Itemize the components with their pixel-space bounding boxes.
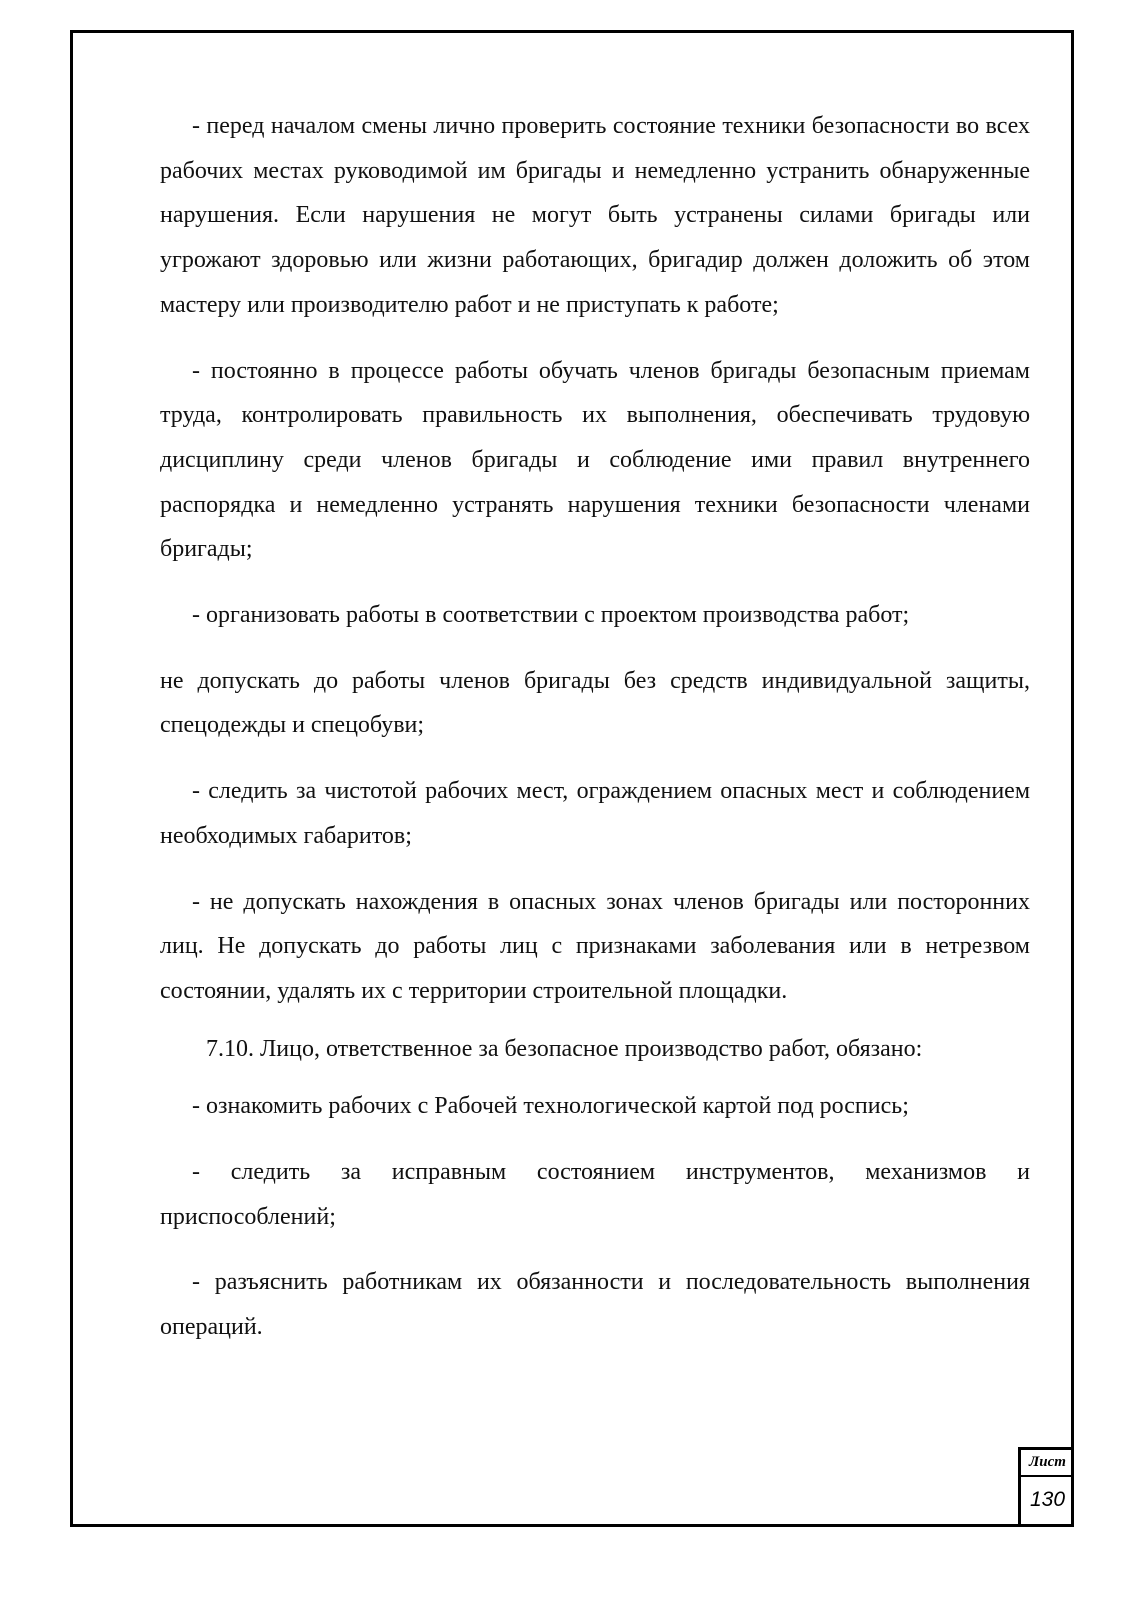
sheet-label: Лист [1021, 1450, 1074, 1477]
paragraph-section-7-10: 7.10. Лицо, ответственное за безопасное производство работ, обязано: [206, 1035, 923, 1062]
sheet-number: 130 [1029, 1488, 1066, 1511]
paragraph-organize-work: - организовать работы в соответствии с проектом производства работ; [192, 602, 910, 629]
paragraph-workplace-cleanliness: - следить за чистотой рабочих мест, ограждением опасных мест и соблюдением необходимых габаритов; [160, 778, 1030, 849]
paragraph-explain-duties: - разъяснить работникам их обязанности и последовательность выполнения операций. [160, 1269, 1030, 1341]
paragraph-training-discipline: - постоянно в процессе работы обучать членов бригады безопасным приемам труда, контролировать правильность их выполнения, обеспечивать трудовую дисциплину среди членов бригады и соблюдение ими правил внутреннего распорядка и немедленно устранять нарушения техники безопасности членами бригады; [160, 357, 1030, 563]
paragraph-danger-zones: - не допускать нахождения в опасных зонах членов бригады или посторонних лиц. Не допускать до работы лиц с признаками заболевания или в нетрезвом состоянии, удалять их с территории строительной площадки. [160, 888, 1030, 1004]
paragraph-foreman-shift-check: - перед началом смены лично проверить состояние техники безопасности во всех рабочих местах руководимой им бригады и немедленно устранить обнаруженные нарушения. Если нарушения не могут быть устранены силами бригады или угрожают здоровью или жизни работающих, бригадир должен доложить об этом мастеру или производителю работ и не приступать к работе; [160, 113, 1030, 318]
paragraph-familiarize-workers: - ознакомить рабочих с Рабочей технологической картой под роспись; [192, 1093, 909, 1120]
paragraph-protective-equipment: не допускать до работы членов бригады без средств индивидуальной защиты, спецодежды и спецобуви; [160, 667, 1030, 739]
document-body [160, 104, 1030, 1350]
paragraph-tool-condition: - следить за исправным состоянием инструментов, механизмов и приспособлений; [160, 1159, 1030, 1230]
sheet-number-stamp [1018, 1447, 1074, 1527]
